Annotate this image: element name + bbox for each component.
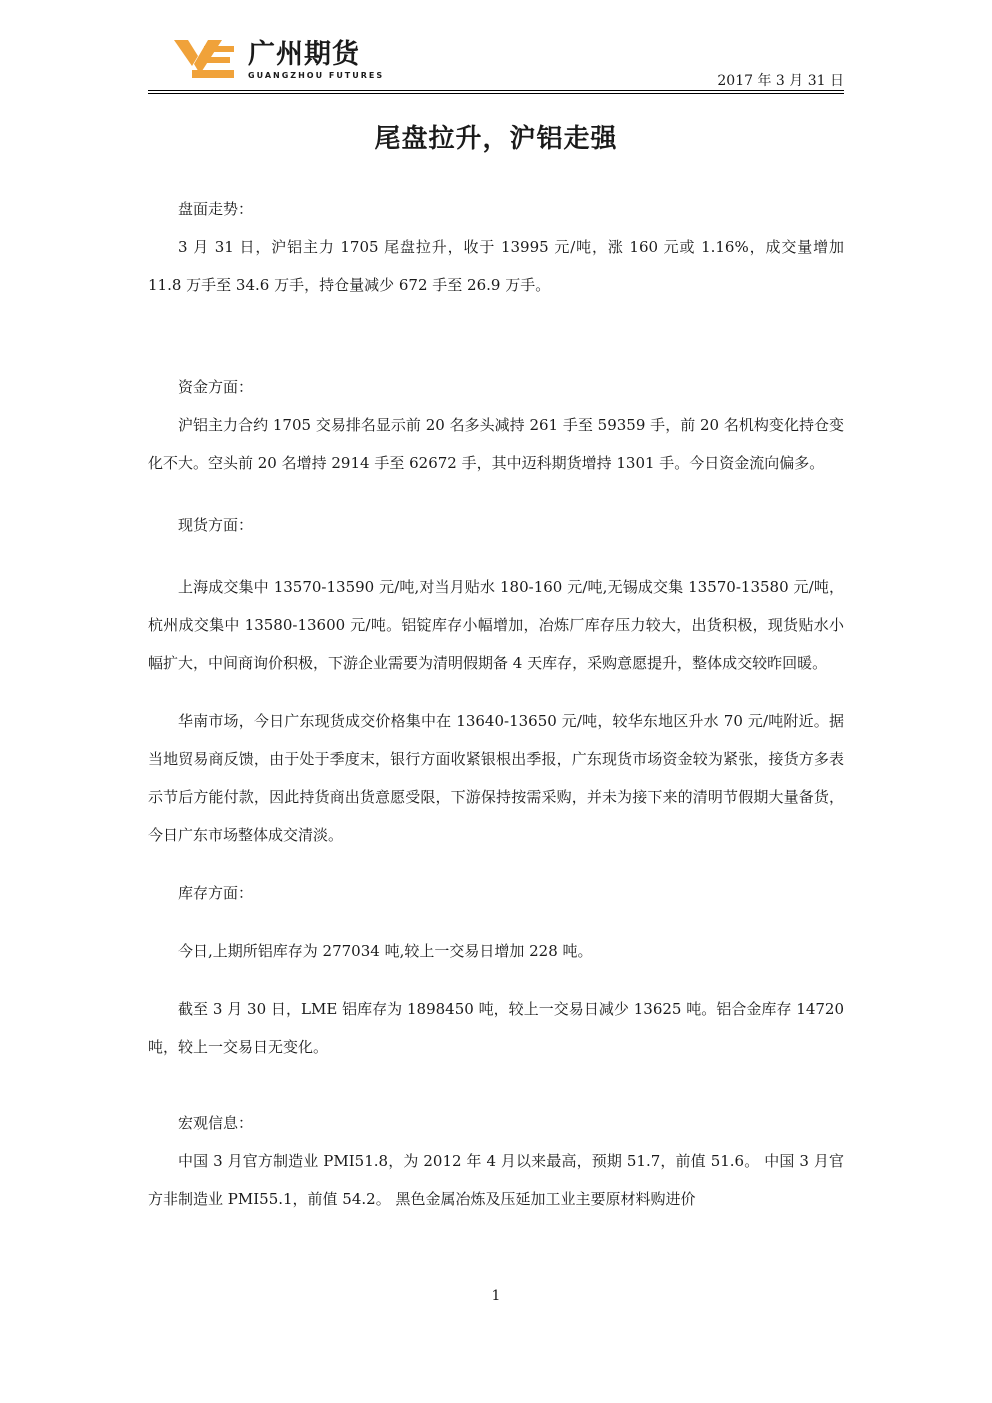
logo-chinese-name: 广州期货 (248, 39, 360, 70)
paragraph-market-trend: 3 月 31 日，沪铝主力 1705 尾盘拉升，收于 13995 元/吨，涨 160 元或 1.16%，成交量增加 11.8 万手至 34.6 万手，持仓量减少 672 手至 26.9 万手。 (148, 238, 844, 294)
report-date: 2017 年 3 月 31 日 (717, 73, 844, 89)
header-rule-secondary (148, 93, 844, 94)
paragraph-funds: 沪铝主力合约 1705 交易排名显示前 20 名多头减持 261 手至 59359 手，前 20 名机构变化持仓变化不大。空头前 20 名增持 2914 手至 62672 手，其中迈科期货增持 1301 手。今日资金流向偏多。 (148, 416, 844, 472)
section-heading-macro: 宏观信息： (178, 1114, 254, 1132)
paragraph-spot-east: 上海成交集中 13570-13590 元/吨,对当月贴水 180-160 元/吨,无锡成交集 13570-13580 元/吨，杭州成交集中 13580-13600 元/吨。铝锭库存小幅增加，冶炼厂库存压力较大，出货积极，现货贴水小幅扩大，中间商询价积极，下游企业需要为清明假期备 4 天库存，采购意愿提升，整体成交较昨回暖。 (148, 578, 844, 672)
page-number: 1 (491, 1288, 501, 1304)
report-body (148, 190, 844, 1218)
header-rule (148, 90, 844, 91)
logo-english-name: GUANGZHOU FUTURES (248, 71, 385, 80)
section-heading-funds: 资金方面： (178, 378, 254, 396)
section-heading-market-trend: 盘面走势： (178, 200, 254, 218)
page-title: 尾盘拉升，沪铝走强 (374, 124, 618, 154)
paragraph-spot-south: 华南市场，今日广东现货成交价格集中在 13640-13650 元/吨，较华东地区升水 70 元/吨附近。据当地贸易商反馈，由于处于季度末，银行方面收紧银根出季报，广东现货市场资金较为紧张，接货方多表示节后方能付款，因此持货商出货意愿受限，下游保持按需采购，并未为接下来的清明节假期大量备货，今日广东市场整体成交清淡。 (148, 712, 844, 844)
paragraph-inventory-lme: 截至 3 月 30 日，LME 铝库存为 1898450 吨，较上一交易日减少 13625 吨。铝合金库存 14720 吨，较上一交易日无变化。 (148, 1000, 844, 1056)
paragraph-inventory-shfe: 今日,上期所铝库存为 277034 吨,较上一交易日增加 228 吨。 (178, 942, 593, 960)
section-heading-spot: 现货方面： (178, 516, 254, 534)
section-heading-inventory: 库存方面： (178, 884, 254, 902)
paragraph-macro: 中国 3 月官方制造业 PMI51.8，为 2012 年 4 月以来最高，预期 51.7，前值 51.6。 中国 3 月官方非制造业 PMI55.1，前值 54.2。 黑色金属冶炼及压延加工业主要原材料购进价 (148, 1152, 844, 1208)
logo-mark-icon (174, 38, 236, 82)
company-logo (174, 38, 385, 88)
